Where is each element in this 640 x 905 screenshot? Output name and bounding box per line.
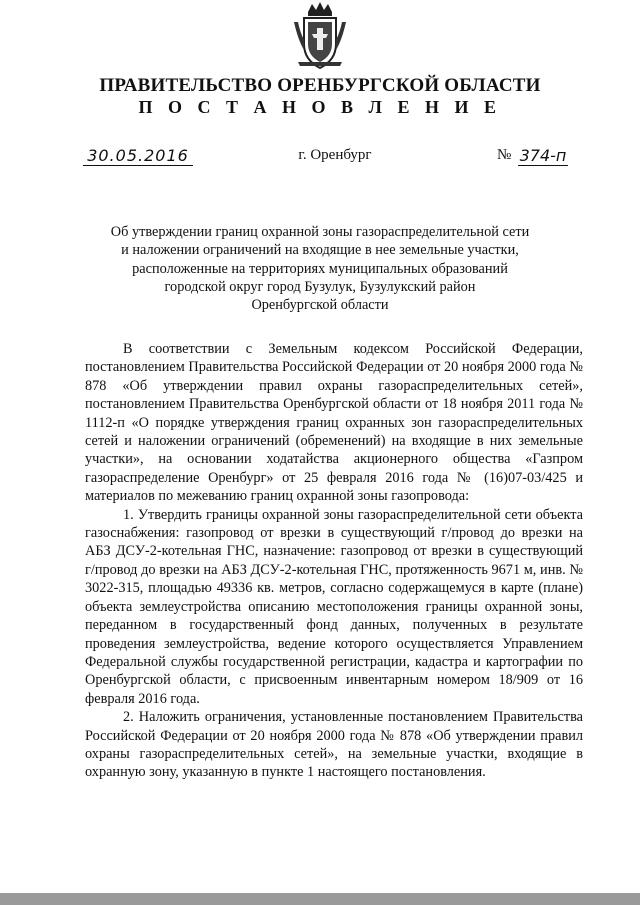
document-body	[85, 340, 583, 782]
subject-line: Оренбургской области	[251, 297, 389, 314]
scan-bottom-edge	[0, 893, 640, 905]
subject-line: и наложении ограничений на входящие в нее земельные участки,	[121, 242, 519, 259]
document-number: 374-п	[519, 146, 567, 165]
coat-of-arms-icon	[290, 0, 350, 72]
resolution-item-1: 1. Утвердить границы охранной зоны газораспределительной сети объекта газоснабжения: газопровод от врезки в существующий г/провод до врезки на АБЗ ДСУ-2-котельная ГНС, назначение: газопровод от врезки в существующий г/провод до врезки на АБЗ ДСУ-2-котельная ГНС, протяженность 9671 м, инв. № 3022-315, площадью 49336 кв. метров, согласно содержащемуся в карте (плане) объекта землеустройства описанию местоположения границы охранной зоны, переданном в государственный фонд данных, полученных в результате проведения землеустройства, ведение которого осуществляется Управлением Федеральной службы государственной регистрации, кадастра и картографии по Оренбургской области, с присвоенным инвентарным номером 18/909 от 16 февраля 2016 года.	[85, 506, 583, 707]
subject-line: Об утверждении границ охранной зоны газораспределительной сети	[110, 224, 530, 240]
document-date: 30.05.2016	[83, 146, 193, 166]
subject-line: расположенные на территориях муниципальных образований	[132, 260, 508, 277]
document-number-label: №	[497, 147, 512, 163]
preamble-paragraph: В соответствии с Земельным кодексом Российской Федерации, постановлением Правительства Российской Федерации от 20 ноября 2000 года № 878 «Об утверждении правил охраны газораспределительных сетей», постановлением Правительства Оренбургской области от 18 ноября 2011 года № 1112-п «О порядке утверждения границ охранных зон газораспределительных сетей и наложении ограничений (обременений) на входящие в них земельные участки», на основании ходатайства акционерного общества «Газпром газораспределение Оренбург» от 25 февраля 2016 года № (16)07-03/425 и материалов по межеванию границ охранной зоны газопровода:	[85, 341, 583, 505]
subject-line: городской округ город Бузулук, Бузулукский район	[164, 278, 476, 295]
document-city: г. Оренбург	[298, 147, 372, 163]
document-type-title: П О С Т А Н О В Л Е Н И Е	[138, 97, 502, 117]
government-title: ПРАВИТЕЛЬСТВО ОРЕНБУРГСКОЙ ОБЛАСТИ	[99, 75, 541, 96]
resolution-item-2: 2. Наложить ограничения, установленные постановлением Правительства Российской Федерации от 20 ноября 2000 года № 878 «Об утверждении правил охраны газораспределительных сетей», на земельные участки, входящие в охранную зону, указанную в пункте 1 настоящего постановления.	[85, 709, 583, 781]
document-subject	[100, 223, 540, 314]
